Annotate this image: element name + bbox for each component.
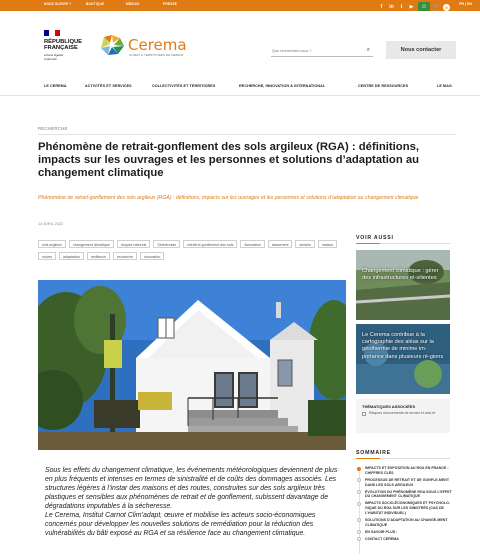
tag-chip[interactable]: tassement (268, 240, 293, 248)
tag-chip[interactable]: sols argileux (38, 240, 66, 248)
topbar-link-press[interactable]: PRESSE (163, 2, 178, 6)
divider (356, 458, 450, 459)
bubble-icon[interactable]: ☺ (418, 2, 430, 13)
search-input[interactable] (271, 47, 373, 57)
tag-list (38, 240, 350, 260)
related-card[interactable] (356, 324, 450, 394)
gov-motto: Liberté Égalité Fraternité (44, 53, 64, 61)
theme-checkbox[interactable] (362, 412, 366, 416)
nav-item-cerema[interactable]: LE CEREMA (44, 84, 67, 88)
summary-item[interactable] (356, 490, 452, 499)
page-title: Phénomène de retrait-gonflement des sols argileux (RGA) : définitions, impacts sur les ouvrages et les personnes et solutions d’adaptation au changement climatique (38, 141, 420, 180)
linkedin-icon[interactable]: in (389, 4, 394, 10)
nav-item-territories[interactable]: COLLECTIVITÉS ET TERRITOIRES (152, 84, 216, 88)
gov-name: RÉPUBLIQUE FRANÇAISE (44, 39, 83, 52)
search-icon[interactable]: ⌕ (366, 47, 370, 53)
article-date: 14 AVRIL 2022 (38, 222, 64, 226)
themes-box (356, 399, 450, 433)
summary-item[interactable] (356, 501, 452, 515)
brand-name[interactable]: Cerema (128, 36, 187, 54)
related-card-image (356, 250, 450, 320)
summary-item-label: CONTACT CEREMA (365, 536, 399, 541)
summary-item-label: ÉVOLUTION DU PHÉNOMÈNE RGA SOUS L’EFFET DU CHANGEMENT CLIMATIQUE (365, 489, 452, 499)
tag-chip[interactable]: fissuration (240, 240, 264, 248)
tag-chip[interactable]: adaptation (59, 252, 84, 260)
summary-dot-icon (357, 537, 361, 541)
topbar-link-shop[interactable]: BOUTIQUE (86, 2, 105, 6)
divider (356, 243, 450, 244)
tag-chip[interactable]: Sécheresse (153, 240, 180, 248)
cart-icon[interactable]: 🛒 (433, 4, 440, 10)
article-body (45, 466, 341, 538)
brand-tagline: CLIMAT & TERRITOIRES DE DEMAIN (129, 53, 184, 57)
summary-item-label: IMPACTS SOCIO-ÉCONOMIQUES ET PSYCHOLO-GIQUE DU RGA SUR LES SINISTRÉS (CAS DE L’HABITAT INDIVIDUEL) (365, 501, 450, 515)
top-utility-bar (0, 0, 480, 11)
tag-chip[interactable]: sinistre (295, 240, 314, 248)
summary-dot-icon (357, 478, 361, 482)
youtube-icon[interactable]: ▶ (409, 4, 414, 10)
summary-item-label: EN SAVOIR PLUS : (365, 529, 398, 534)
tag-chip[interactable]: recherche (113, 252, 137, 260)
twitter-icon[interactable]: t (400, 4, 403, 10)
tag-chip[interactable]: retrait et gonflement des sols (183, 240, 237, 248)
summary-dot-icon (357, 518, 361, 522)
summary-item[interactable] (356, 478, 452, 487)
french-flag-icon (44, 30, 60, 36)
theme-link[interactable]: Risques mouvements de terrain et cavi-té (369, 411, 436, 415)
article-rubric[interactable]: RECHERCHE (38, 126, 68, 131)
tag-chip[interactable]: maison (318, 240, 338, 248)
facebook-icon[interactable]: f (380, 4, 383, 10)
summary-item-label: PROCESSUS DE RETRAIT ET DE GONFLE-MENT DANS LES SOLS ARGILEUX (365, 477, 450, 487)
see-also-title: VOIR AUSSI (356, 235, 394, 241)
site-header (0, 11, 480, 71)
main-nav (0, 80, 480, 96)
topbar-link-media[interactable]: MÉDIAS (126, 2, 140, 6)
divider (38, 134, 456, 135)
tag-chip[interactable]: résilience (87, 252, 110, 260)
summary-dot-icon (357, 490, 361, 494)
cerema-logo-icon[interactable] (98, 33, 126, 57)
related-card-caption[interactable]: Changement climatique : gérer des infrastructures ré-silientes (362, 268, 439, 282)
summary-dot-icon (357, 467, 361, 471)
cart-count-badge: 0 (443, 4, 450, 11)
article-paragraph: Le Cerema, Institut Carnot Clim’adapt, œuvre et mobilise les acteurs socio-économiques concernés pour développer les nouvelles solutions de remédiation pour la réduction des vulnérabilités du bâti exposé au RGA et sa résilience face au changement climatique. (45, 512, 316, 537)
house-photo (38, 280, 346, 450)
summary-item-label: IMPACTS ET EXPOSITION AU RGA EN FRANCE : CHIFFRES CLÉS (365, 466, 449, 475)
contact-button[interactable]: Nous contacter (386, 41, 456, 59)
summary-item[interactable] (356, 530, 452, 535)
nav-item-mag[interactable]: LE MAG (437, 84, 452, 88)
search-placeholder: Que recherchez-vous ? (272, 49, 312, 53)
nav-item-activities[interactable]: ACTIVITÉS ET SERVICES (85, 84, 132, 88)
tag-chip[interactable]: risques naturels (117, 240, 150, 248)
summary-item[interactable] (356, 537, 452, 542)
language-switch[interactable]: FR | EN (459, 2, 472, 6)
tag-chip[interactable]: routes (38, 252, 56, 260)
related-card-caption[interactable]: Le Cerema contribue à la cartographie des aléas sur la géothermie de minime im-portance dans plusieurs ré-gions (362, 332, 444, 360)
summary-dot-icon (357, 502, 361, 506)
article-lead: Phénomène de retrait-gonflement des sols argileux (RGA) : définitions, impacts sur les ouvrages et les personnes et solutions d’adaptation au changement climatique (38, 195, 419, 201)
summary-dot-icon (357, 530, 361, 534)
summary-item-label: SOLUTIONS D’ADAPTATION AU CHANGE-MENT CLIMATIQUE (365, 517, 448, 527)
themes-title: THÉMATIQUES ASSOCIÉES (362, 404, 416, 409)
tag-chip[interactable]: innovation (140, 252, 164, 260)
summary-item[interactable] (356, 518, 452, 527)
article-paragraph: Sous les effets du changement climatique, les événements météorologiques deviennent de plus en plus fréquents et intenses en termes de sinistralité et de coûts des dommages associés. Les structures légères à l’instar des maisons et des routes, construites sur des sols argileux très plastiques et sensibles aux phénomènes de retrait et de gonflement, subissent davantage de dégradations imputables à la sécheresse. (45, 467, 338, 510)
summary-item[interactable] (356, 466, 452, 475)
summary-title: SOMMAIRE (356, 450, 391, 456)
tag-chip[interactable]: changement climatique (69, 240, 114, 248)
related-card[interactable] (356, 250, 450, 320)
topbar-link-follow[interactable]: NOUS SUIVRE ? (44, 2, 72, 6)
nav-item-resources[interactable]: CENTRE DE RESSOURCES (358, 84, 409, 88)
nav-item-research[interactable]: RECHERCHE, INNOVATION & INTERNATIONAL (239, 84, 326, 88)
summary-list (356, 466, 452, 544)
